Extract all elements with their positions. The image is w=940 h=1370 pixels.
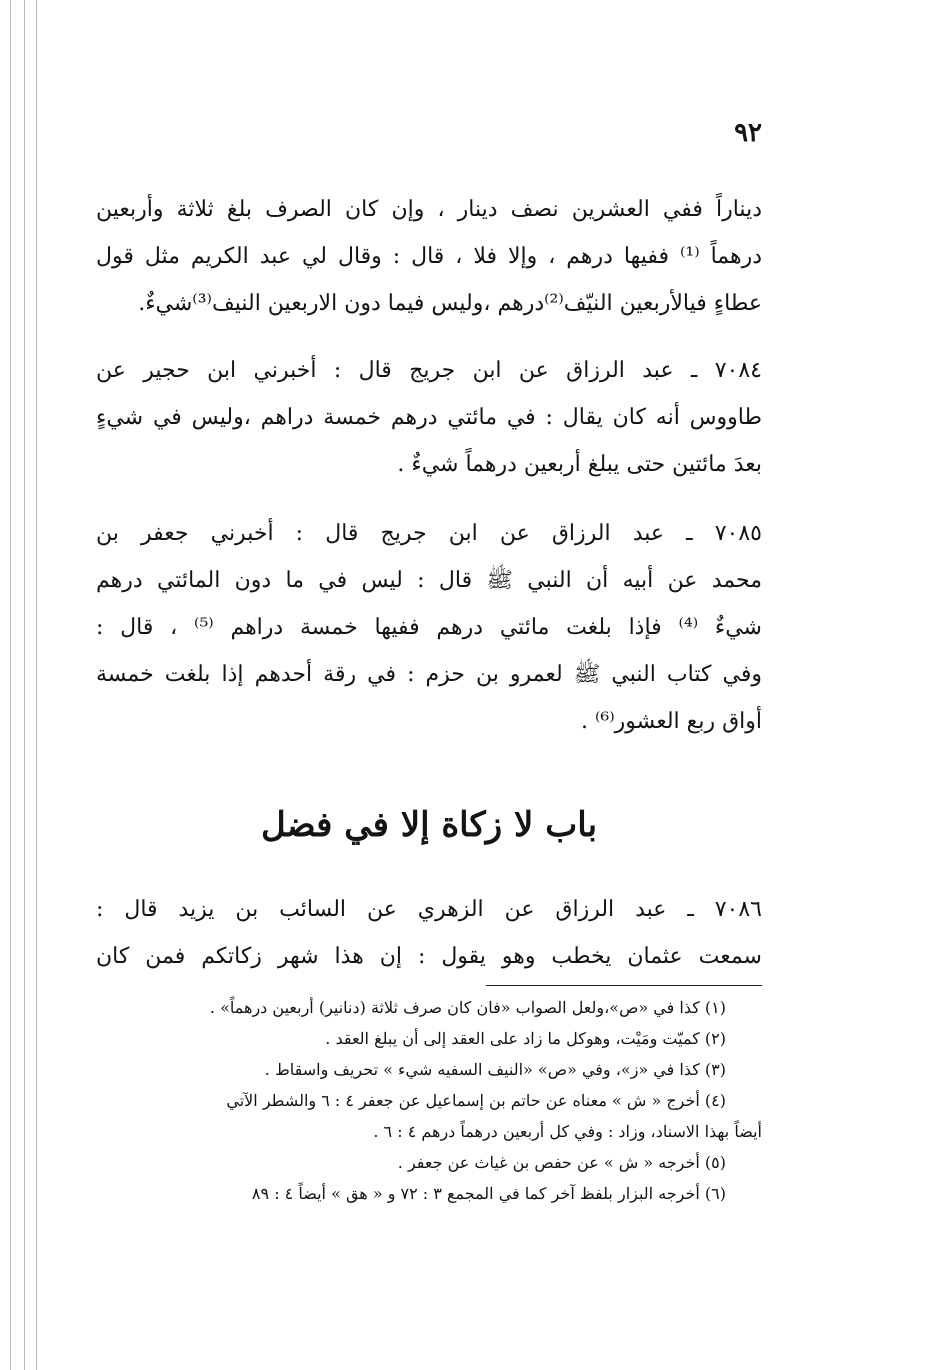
footnote-continuation: أيضاً بهذا الاسناد، وزاد : وفي كل أربعين درهماً درهم ٤ : ٦ . <box>373 1122 762 1141</box>
text-line: درهماً ⁽¹⁾ ففيها درهم ، وإلا فلا ، قال : وقال لي عبد الكريم مثل قول <box>96 244 763 269</box>
text-line: وفي كتاب النبي ﷺ لعمرو بن حزم : في رقة أحدهم إذا بلغت خمسة <box>96 662 762 687</box>
text-line: ديناراً ففي العشرين نصف دينار ، وإن كان الصرف بلغ ثلاثة وأربعين <box>96 197 762 222</box>
footnote: (٢) كميّت ومَيْت، وهوكل ما زاد على العقد إلى أن يبلغ العقد . <box>325 1029 726 1048</box>
text-line: ٧٠٨٤ ـ عبد الرزاق عن ابن جريج قال : أخبرني ابن حجير عن <box>96 358 762 383</box>
section-title: باب لا زكاة إلا في فضل <box>260 805 598 845</box>
footnote: (٦) أخرجه البزار بلفظ آخر كما في المجمع ٣ : ٧٢ و « هق » أيضاً ٤ : ٨٩ <box>251 1184 726 1203</box>
text-line: بعدَ مائتين حتى يبلغ أربعين درهماً شيءٌ . <box>397 452 762 477</box>
scan-edge-line <box>24 0 25 1370</box>
footnote: (٣) كذا في «ز»، وفي «ص» «النيف السفيه شيء » تحريف واسقاط . <box>264 1060 726 1079</box>
text-line: عطاءٍ فيالأربعين النيّف⁽²⁾درهم ،وليس فيما دون الاربعين النيف⁽³⁾شيءٌ. <box>138 291 762 316</box>
scan-edge-line <box>10 0 11 1370</box>
text-line: طاووس أنه كان يقال : في مائتي درهم خمسة دراهم ،وليس في شيءٍ <box>96 405 762 430</box>
footnotes <box>96 992 762 1209</box>
text-line: أواق ربع العشور⁽⁶⁾ . <box>580 709 762 734</box>
text-line: سمعت عثمان يخطب وهو يقول : إن هذا شهر زكاتكم فمن كان <box>96 944 762 969</box>
footnote: (٤) أخرج « ش » معناه عن حاتم بن إسماعيل عن جعفر ٤ : ٦ والشطر الآتي <box>226 1091 726 1110</box>
paragraph-1 <box>96 186 762 327</box>
text-line: محمد عن أبيه أن النبي ﷺ قال : ليس في ما دون المائتي درهم <box>96 568 762 593</box>
footnote: (٥) أخرجه « ش » عن حفص بن غياث عن جعفر . <box>397 1153 726 1172</box>
footnote: (١) كذا في «ص»،ولعل الصواب «فان كان صرف ثلاثة (دنانير) أربعين درهماً» . <box>209 998 726 1017</box>
text-line: شيءٌ ⁽⁴⁾ فإذا بلغت مائتي درهم ففيها خمسة دراهم ⁽⁵⁾ ، قال : <box>96 615 762 640</box>
text-line: ٧٠٨٥ ـ عبد الرزاق عن ابن جريج قال : أخبرني جعفر بن <box>96 521 762 546</box>
footnote-divider <box>486 985 762 986</box>
text-line: ٧٠٨٦ ـ عبد الرزاق عن الزهري عن السائب بن يزيد قال : <box>96 897 762 922</box>
hadith-7086 <box>96 886 762 980</box>
hadith-7084 <box>96 347 762 488</box>
hadith-7085 <box>96 510 762 745</box>
scan-edge-line <box>36 0 37 1370</box>
page-number: ٩٢ <box>734 118 762 148</box>
